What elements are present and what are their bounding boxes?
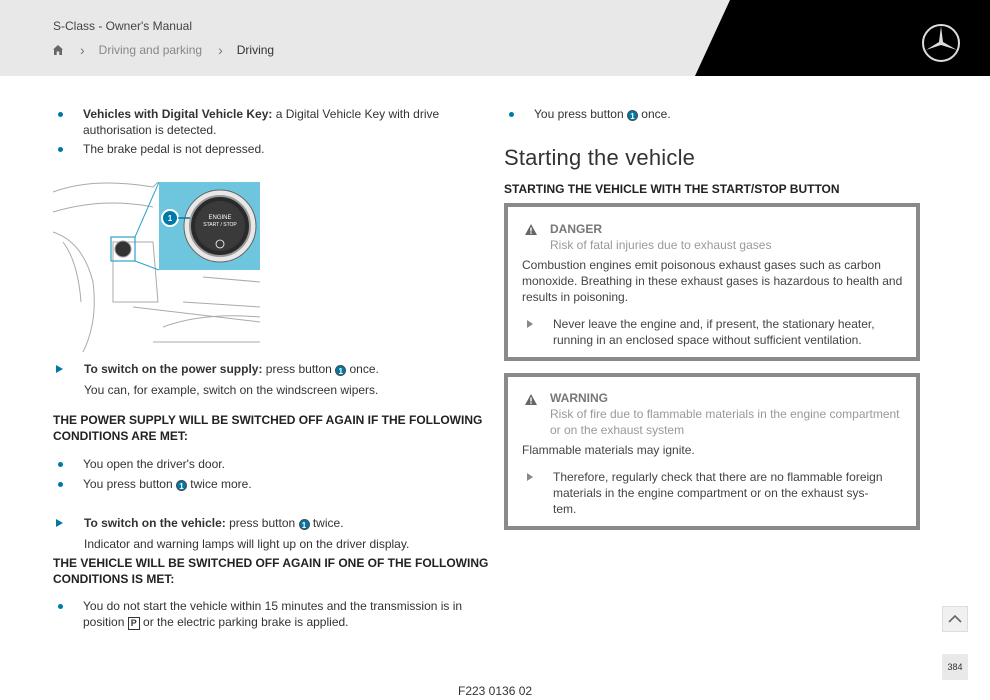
- danger-subtitle: Risk of fatal injuries due to exhaust gases: [550, 238, 772, 252]
- warning-notice: [504, 373, 920, 530]
- section-heading-power-off: THE POWER SUPPLY WILL BE SWITCHED OFF AGAIN IF THE FOLLOWING CONDITIONS ARE MET:: [53, 413, 483, 443]
- button-1-icon: 1: [627, 110, 638, 121]
- page-number: 384: [942, 654, 968, 680]
- page-title: Starting the vehicle: [504, 145, 696, 170]
- warning-label: WARNING: [550, 391, 608, 405]
- illustration-callout: 1: [167, 214, 173, 223]
- list-item: The brake pedal is not depressed.: [83, 141, 483, 157]
- mercedes-star-icon[interactable]: [921, 23, 961, 63]
- list-item: You open the driver's door.: [83, 456, 225, 472]
- breadcrumb-item-driving: Driving: [236, 43, 275, 57]
- home-icon[interactable]: [52, 44, 64, 56]
- list-item: Vehicles with Digital Vehicle Key: a Digital Vehicle Key with drive authorisation is detected.: [83, 106, 483, 138]
- danger-action: Never leave the engine and, if present, the stationary heater, running in an enclosed space without sufficient ventilation.: [553, 316, 875, 348]
- breadcrumb: [52, 41, 274, 59]
- start-stop-button-illustration: [53, 182, 260, 352]
- section-heading-start-stop: STARTING THE VEHICLE WITH THE START/STOP BUTTON: [504, 182, 840, 196]
- danger-label: DANGER: [550, 222, 603, 236]
- button-1-icon: 1: [335, 365, 346, 376]
- list-item: You do not start the vehicle within 15 minutes and the transmission is in position P or the electric parking brake is applied.: [83, 598, 483, 630]
- warning-action: Therefore, regularly check that there are no flammable foreign materials in the engine compartment or on the exhaust sys- tem.: [553, 469, 883, 517]
- vehicle-on-note: Indicator and warning lamps will light up on the driver display.: [84, 537, 410, 551]
- illustration-label-start-stop: START / STOP: [203, 222, 237, 228]
- list-item: You press button 1 twice more.: [83, 476, 252, 492]
- button-1-icon: 1: [299, 519, 310, 530]
- scroll-to-top-button[interactable]: [942, 606, 968, 632]
- manual-title[interactable]: S-Class - Owner's Manual: [53, 19, 192, 33]
- danger-notice: [504, 203, 920, 361]
- breadcrumb-item-driving-parking[interactable]: Driving and parking: [98, 43, 203, 57]
- danger-body: Combustion engines emit poisonous exhaust gases such as carbon monoxide. Breathing in these exhaust gases is hazardous to health and results in poisoning.: [522, 258, 903, 304]
- vehicle-on-step: To switch on the vehicle: press button 1 twice.: [84, 515, 484, 531]
- list-item: You press button 1 once.: [534, 106, 671, 122]
- chevron-up-icon: [943, 607, 967, 631]
- power-supply-step: To switch on the power supply: press button 1 once.: [84, 361, 484, 377]
- warning-triangle-icon: [524, 223, 538, 236]
- warning-body: Flammable materials may ignite.: [522, 443, 695, 457]
- button-1-icon: 1: [176, 480, 187, 491]
- section-heading-vehicle-off: THE VEHICLE WILL BE SWITCHED OFF AGAIN IF ONE OF THE FOLLOWING CONDITIONS IS MET:: [53, 556, 489, 586]
- chevron-right-icon: ›: [80, 42, 85, 58]
- park-position-p-icon: P: [128, 617, 140, 630]
- warning-triangle-icon: [524, 393, 538, 406]
- chevron-right-icon: ›: [218, 42, 223, 58]
- warning-subtitle: Risk of fire due to flammable materials in the engine compartment or on the exhaust system: [550, 407, 900, 437]
- figure-code: F223 0136 02: [458, 684, 533, 698]
- power-supply-note: You can, for example, switch on the windscreen wipers.: [84, 383, 379, 397]
- illustration-label-engine: ENGINE: [208, 215, 232, 221]
